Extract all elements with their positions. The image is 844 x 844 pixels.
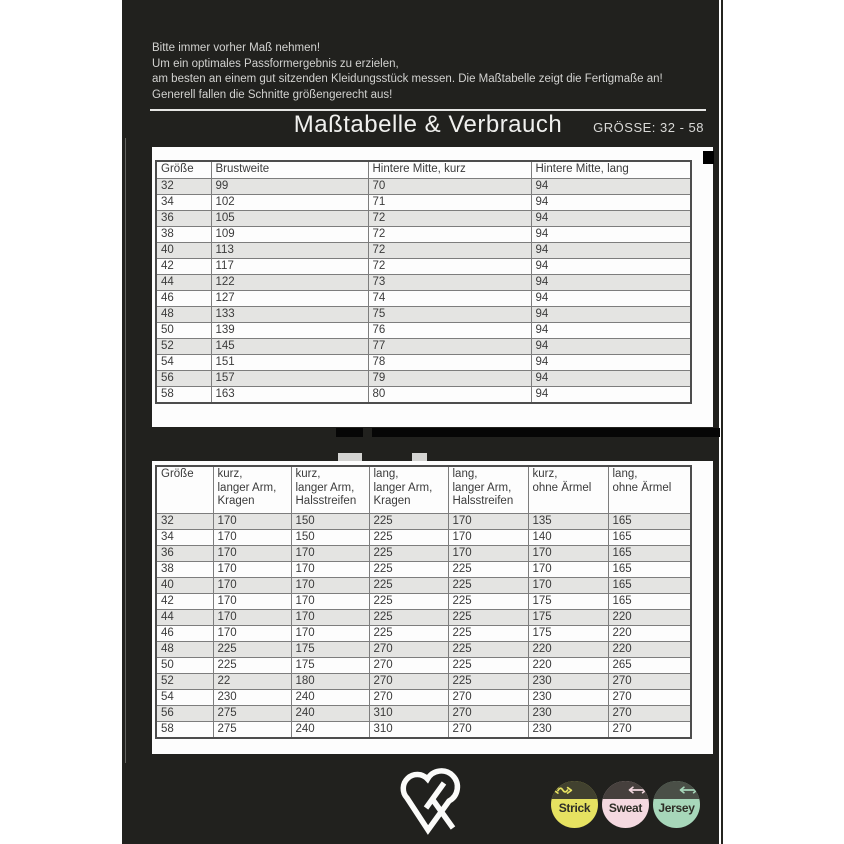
table-cell: 270 (369, 658, 448, 674)
table-cell: 72 (368, 243, 531, 259)
table-cell: 170 (213, 610, 291, 626)
scan-artifact-bar (336, 428, 363, 437)
table-cell: 225 (369, 514, 448, 530)
table-cell: 310 (369, 706, 448, 722)
table-cell: 40 (156, 578, 213, 594)
table-cell: 225 (369, 530, 448, 546)
table-cell: 99 (211, 179, 368, 195)
table-row (156, 690, 691, 706)
table-cell: 94 (531, 195, 691, 211)
table-cell: 109 (211, 227, 368, 243)
table-cell: 230 (528, 690, 608, 706)
table-row (156, 195, 691, 211)
table-cell: 70 (368, 179, 531, 195)
column-header: Brustweite (211, 161, 368, 179)
table-cell: 54 (156, 355, 211, 371)
table-cell: 225 (448, 642, 528, 658)
table-cell: 163 (211, 387, 368, 404)
table-cell: 157 (211, 371, 368, 387)
table-cell: 42 (156, 594, 213, 610)
table-cell: 225 (369, 546, 448, 562)
stretch-direction-band (653, 781, 700, 799)
table-cell: 34 (156, 530, 213, 546)
table-cell: 265 (608, 658, 691, 674)
table-cell: 78 (368, 355, 531, 371)
table-cell: 36 (156, 546, 213, 562)
table-cell: 94 (531, 211, 691, 227)
table-cell: 151 (211, 355, 368, 371)
column-header: lang, ohne Ärmel (608, 466, 691, 514)
table-cell: 230 (528, 722, 608, 739)
table-cell: 230 (213, 690, 291, 706)
fabric-consumption-table (155, 465, 692, 739)
table-row (156, 259, 691, 275)
table-row (156, 642, 691, 658)
column-header: Hintere Mitte, lang (531, 161, 691, 179)
table-cell: 94 (531, 259, 691, 275)
table-row (156, 323, 691, 339)
column-header: kurz, langer Arm, Kragen (213, 466, 291, 514)
table-cell: 270 (448, 690, 528, 706)
table-cell: 54 (156, 690, 213, 706)
table-cell: 270 (369, 674, 448, 690)
column-header: Größe (156, 466, 213, 514)
table-cell: 180 (291, 674, 369, 690)
table-cell: 220 (528, 642, 608, 658)
table-cell: 133 (211, 307, 368, 323)
table-cell: 44 (156, 610, 213, 626)
table-cell: 175 (528, 594, 608, 610)
table-cell: 94 (531, 387, 691, 404)
table-cell: 170 (213, 530, 291, 546)
table-cell: 170 (528, 562, 608, 578)
table-cell: 42 (156, 259, 211, 275)
table-cell: 270 (608, 674, 691, 690)
column-header: Größe (156, 161, 211, 179)
table-cell: 94 (531, 371, 691, 387)
table-cell: 46 (156, 626, 213, 642)
column-header: kurz, langer Arm, Halsstreifen (291, 466, 369, 514)
badge-label: Sweat (608, 801, 643, 815)
table-cell: 225 (369, 626, 448, 642)
table-row (156, 562, 691, 578)
table-row (156, 530, 691, 546)
table-row (156, 626, 691, 642)
table-row (156, 227, 691, 243)
table-cell: 74 (368, 291, 531, 307)
table-row (156, 578, 691, 594)
wavy-double-arrow-icon (551, 783, 575, 797)
table-row (156, 211, 691, 227)
table-cell: 225 (448, 610, 528, 626)
table-cell: 165 (608, 594, 691, 610)
table-row (156, 658, 691, 674)
table-cell: 102 (211, 195, 368, 211)
table-cell: 46 (156, 291, 211, 307)
table-cell: 225 (369, 562, 448, 578)
table-cell: 230 (528, 706, 608, 722)
table-row (156, 706, 691, 722)
table-cell: 50 (156, 658, 213, 674)
table-cell: 50 (156, 323, 211, 339)
table-cell: 225 (448, 658, 528, 674)
table-row (156, 594, 691, 610)
straight-double-arrow-icon (575, 783, 599, 797)
table-row (156, 275, 691, 291)
table-cell: 94 (531, 243, 691, 259)
table-cell: 225 (369, 610, 448, 626)
intro-line: Generell fallen die Schnitte größengerecht aus! (152, 88, 393, 101)
table-row (156, 339, 691, 355)
table-row (156, 610, 691, 626)
straight-double-arrow-icon (626, 783, 650, 797)
column-header: kurz, ohne Ärmel (528, 466, 608, 514)
column-header: lang, langer Arm, Kragen (369, 466, 448, 514)
table-cell: 170 (213, 594, 291, 610)
table-cell: 240 (291, 722, 369, 739)
table-cell: 94 (531, 275, 691, 291)
table-cell: 52 (156, 674, 213, 690)
table-cell: 79 (368, 371, 531, 387)
table-cell: 170 (448, 530, 528, 546)
table-cell: 56 (156, 371, 211, 387)
intro-line: Bitte immer vorher Maß nehmen! (152, 42, 321, 54)
table-row (156, 291, 691, 307)
table-cell: 175 (291, 642, 369, 658)
scan-artifact-square (703, 151, 714, 164)
table-cell: 175 (528, 626, 608, 642)
table-cell: 165 (608, 514, 691, 530)
table-cell: 225 (448, 626, 528, 642)
table-cell: 165 (608, 546, 691, 562)
table-row (156, 307, 691, 323)
table-cell: 52 (156, 339, 211, 355)
page-edge-line-right (721, 0, 723, 844)
table-cell: 32 (156, 514, 213, 530)
intro-line: am besten an einem gut sitzenden Kleidungsstück messen. Die Maßtabelle zeigt die Fertigmaße an! (152, 73, 663, 85)
fabric-type-badges (551, 781, 700, 828)
table-cell: 270 (369, 690, 448, 706)
table-cell: 48 (156, 307, 211, 323)
table-cell: 36 (156, 211, 211, 227)
table-cell: 76 (368, 323, 531, 339)
wavy-double-arrow-icon (602, 783, 626, 797)
table-cell: 165 (608, 578, 691, 594)
table-row (156, 243, 691, 259)
table-cell: 170 (291, 578, 369, 594)
table-cell: 22 (213, 674, 291, 690)
intro-text (152, 41, 717, 103)
table-cell: 80 (368, 387, 531, 404)
table-cell: 58 (156, 387, 211, 404)
table-cell: 38 (156, 562, 213, 578)
table-cell: 225 (213, 642, 291, 658)
table-cell: 220 (608, 642, 691, 658)
table-row (156, 355, 691, 371)
table-cell: 170 (291, 562, 369, 578)
column-header: Hintere Mitte, kurz (368, 161, 531, 179)
page-title: Maßtabelle & Verbrauch (293, 111, 563, 138)
badge-jersey (653, 781, 700, 828)
table-cell: 32 (156, 179, 211, 195)
table-cell: 94 (531, 179, 691, 195)
table-cell: 170 (291, 610, 369, 626)
table-cell: 94 (531, 323, 691, 339)
fabric-consumption-table-panel (152, 461, 713, 754)
table-cell: 170 (213, 546, 291, 562)
badge-label: Strick (558, 801, 591, 815)
table-cell: 225 (448, 562, 528, 578)
wavy-double-arrow-icon (653, 783, 677, 797)
table-cell: 139 (211, 323, 368, 339)
table-cell: 175 (291, 658, 369, 674)
badge-strick (551, 781, 598, 828)
table-cell: 270 (608, 706, 691, 722)
table-cell: 310 (369, 722, 448, 739)
table-cell: 72 (368, 227, 531, 243)
table-cell: 275 (213, 722, 291, 739)
table-cell: 220 (608, 610, 691, 626)
table-cell: 270 (608, 690, 691, 706)
table-cell: 170 (448, 514, 528, 530)
table-cell: 225 (369, 578, 448, 594)
table-cell: 71 (368, 195, 531, 211)
table-row (156, 179, 691, 195)
table-cell: 75 (368, 307, 531, 323)
table-row (156, 674, 691, 690)
table-cell: 127 (211, 291, 368, 307)
size-range-label: GRÖSSE: 32 - 58 (593, 120, 704, 135)
table-row (156, 371, 691, 387)
table-cell: 270 (448, 722, 528, 739)
column-header: lang, langer Arm, Halsstreifen (448, 466, 528, 514)
table-cell: 48 (156, 642, 213, 658)
table-cell: 94 (531, 291, 691, 307)
table-cell: 44 (156, 275, 211, 291)
table-cell: 240 (291, 706, 369, 722)
table-cell: 38 (156, 227, 211, 243)
table-cell: 170 (448, 546, 528, 562)
table-cell: 225 (448, 578, 528, 594)
straight-double-arrow-icon (677, 783, 701, 797)
page-edge-line-left (125, 138, 126, 763)
table-cell: 122 (211, 275, 368, 291)
table-cell: 58 (156, 722, 213, 739)
table-row (156, 546, 691, 562)
table-row (156, 722, 691, 739)
table-cell: 135 (528, 514, 608, 530)
badge-label: Jersey (658, 801, 695, 815)
heart-k-logo (398, 762, 462, 836)
table-cell: 270 (608, 722, 691, 739)
scan-artifact-bar (372, 428, 720, 437)
table-cell: 170 (291, 594, 369, 610)
table-cell: 94 (531, 339, 691, 355)
table-cell: 77 (368, 339, 531, 355)
table-cell: 275 (213, 706, 291, 722)
table-cell: 117 (211, 259, 368, 275)
table-cell: 170 (291, 626, 369, 642)
intro-line: Um ein optimales Passformergebnis zu erzielen, (152, 57, 399, 70)
table-cell: 94 (531, 355, 691, 371)
table-row (156, 514, 691, 530)
table-cell: 165 (608, 562, 691, 578)
table-cell: 73 (368, 275, 531, 291)
table-cell: 270 (369, 642, 448, 658)
table-cell: 170 (213, 626, 291, 642)
measurement-table-panel (152, 147, 713, 427)
table-cell: 220 (608, 626, 691, 642)
table-cell: 40 (156, 243, 211, 259)
table-cell: 150 (291, 530, 369, 546)
badge-sweat (602, 781, 649, 828)
table-cell: 145 (211, 339, 368, 355)
table-cell: 225 (448, 674, 528, 690)
table-cell: 220 (528, 658, 608, 674)
table-cell: 72 (368, 211, 531, 227)
table-cell: 94 (531, 227, 691, 243)
table-cell: 240 (291, 690, 369, 706)
stretch-direction-band (602, 781, 649, 799)
title-row (150, 111, 706, 141)
table-cell: 170 (528, 578, 608, 594)
measurement-table (155, 160, 692, 404)
table-row (156, 387, 691, 404)
table-cell: 56 (156, 706, 213, 722)
table-cell: 225 (448, 594, 528, 610)
table-cell: 72 (368, 259, 531, 275)
table-cell: 165 (608, 530, 691, 546)
table-cell: 170 (213, 514, 291, 530)
table-cell: 34 (156, 195, 211, 211)
table-cell: 113 (211, 243, 368, 259)
table-cell: 170 (213, 562, 291, 578)
table-cell: 94 (531, 307, 691, 323)
stretch-direction-band (551, 781, 598, 799)
table-cell: 170 (291, 546, 369, 562)
table-cell: 270 (448, 706, 528, 722)
table-cell: 170 (528, 546, 608, 562)
table-cell: 105 (211, 211, 368, 227)
table-cell: 140 (528, 530, 608, 546)
table-cell: 225 (369, 594, 448, 610)
table-cell: 170 (213, 578, 291, 594)
table-cell: 150 (291, 514, 369, 530)
table-cell: 225 (213, 658, 291, 674)
table-cell: 175 (528, 610, 608, 626)
table-cell: 230 (528, 674, 608, 690)
